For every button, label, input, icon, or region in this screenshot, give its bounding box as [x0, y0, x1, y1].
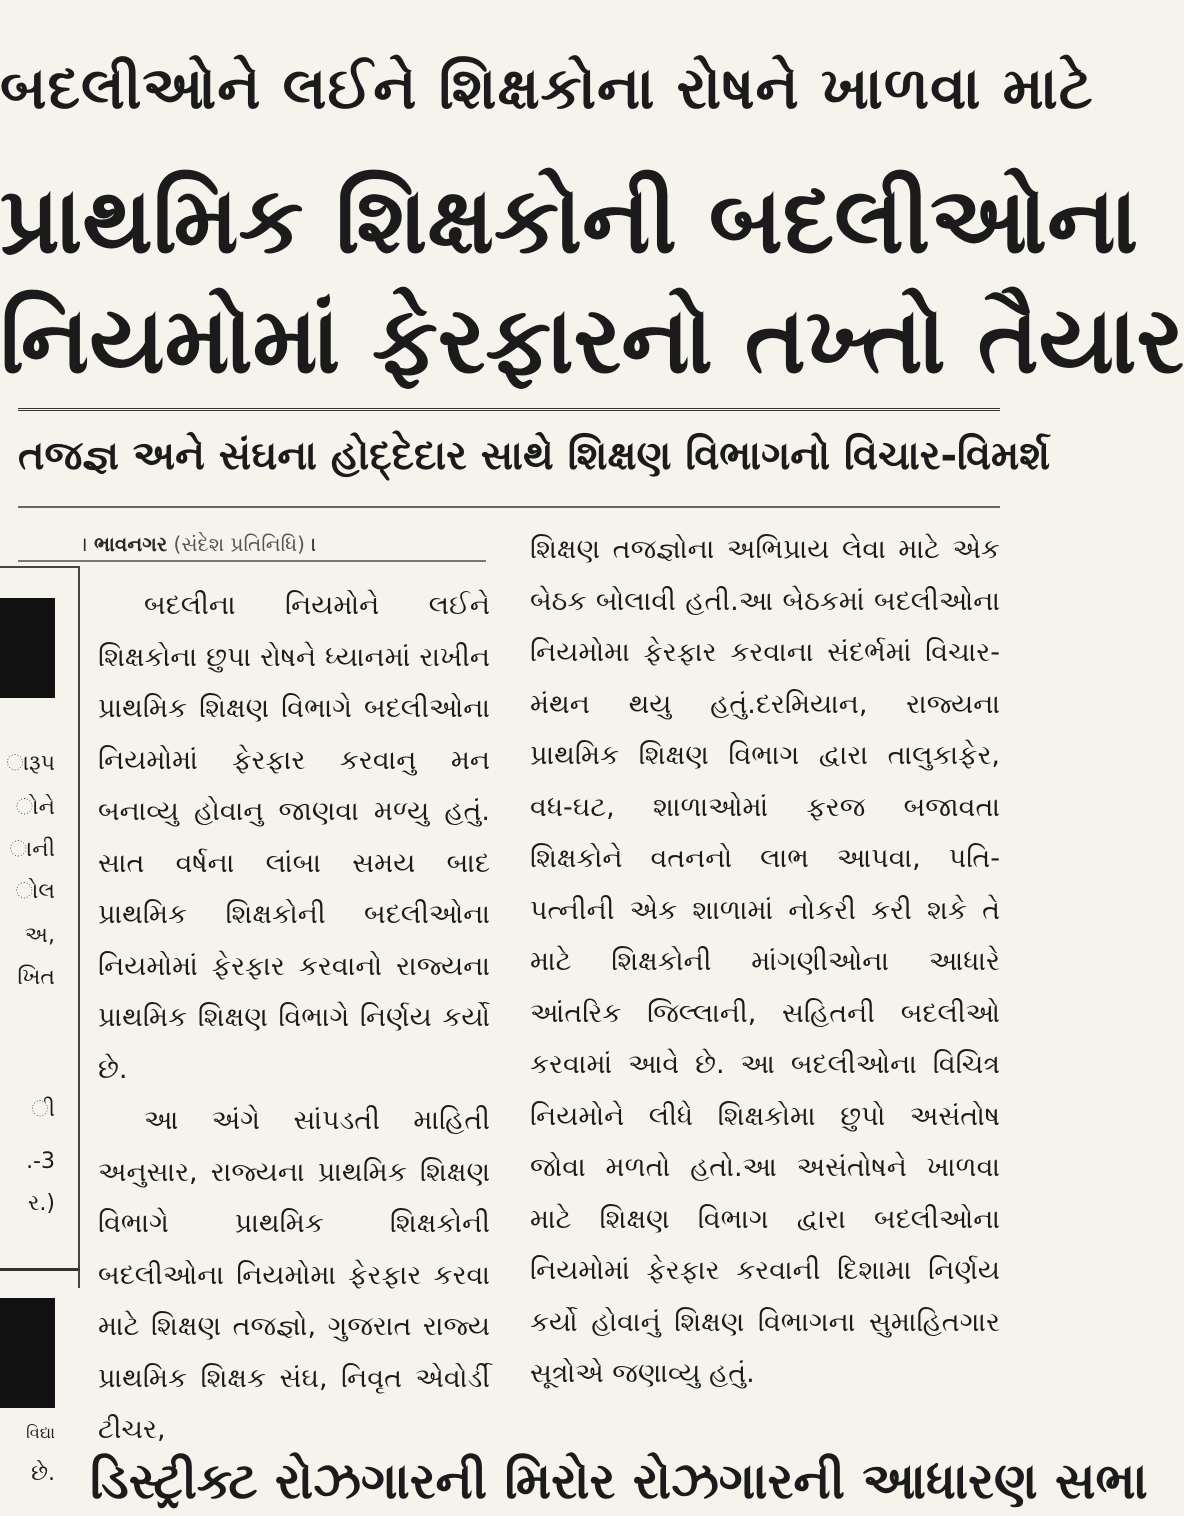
next-article-headline: ડિસ્ટ્રીક્ટ રોઝગારની મિરોર રોઝગારની આધારણ સભા [90, 1452, 1148, 1510]
article-column-1 [98, 580, 490, 1456]
side-fragment: છે. [31, 1461, 55, 1486]
side-fragment: ોલ [15, 879, 55, 904]
kicker: બદલીઓને લઈને શિક્ષકોના રોષને ખાળવા માટે [0, 54, 1094, 122]
side-fragment: ી [31, 1097, 55, 1122]
article-paragraph: આ અંગે સાંપડતી માહિતી અનુસાર, રાજ્યના પ્રાથમિક શિક્ષણ વિભાગે પ્રાથમિક શિક્ષકોની બદલીઓના નિયમોમા ફેરફાર કરવા માટે શિક્ષણ તજજ્ઞો, ગુજરાત રાજ્ય પ્રાથમિક શિક્ષક સંઘ, નિવૃત એવોર્ડી ટીચર, [98, 1105, 490, 1445]
side-fragment: વિદ્યા [26, 1423, 55, 1442]
side-fragment: ારૂપ [6, 751, 55, 776]
dateline-bullet: । [80, 532, 88, 556]
subhead-rule [18, 506, 1000, 508]
dateline [80, 526, 440, 562]
side-fragment: ખિત [17, 965, 55, 990]
side-fragment: ોને [15, 795, 55, 820]
side-fragment: ર.) [28, 1191, 55, 1216]
side-fragment: અ, [24, 923, 55, 948]
dateline-bullet: । [311, 532, 317, 556]
subhead: તજજ્ઞ અને સંઘના હોદ્દેદાર સાથે શિક્ષણ વિભાગનો વિચાર-વિમર્શ [18, 433, 1051, 479]
headline-line-2: નિયમોમાં ફેરફારનો તખ્તો તૈયાર [0, 287, 1184, 394]
article-column-2 [530, 524, 1000, 1400]
side-photo-bottom [0, 1298, 55, 1408]
dateline-place: ભાવનગર [93, 532, 168, 556]
side-photo-top [0, 598, 55, 698]
side-fragment: .-3 [26, 1149, 55, 1174]
side-column-rule [0, 1268, 80, 1271]
article-paragraph: બદલીના નિયમોને લઈને શિક્ષકોના છુપા રોષને ધ્યાનમાં રાખીન પ્રાથમિક શિક્ષણ વિભાગે બદલીઓના નિયમોમાં ફેરફાર કરવાનુ મન બનાવ્યુ હોવાનુ જાણવા મળ્યુ હતું. સાત વર્ષના લાંબા સમય બાદ પ્રાથમિક શિક્ષકોની બદલીઓના નિયમોમાં ફેરફાર કરવાનો રાજ્યના પ્રાથમિક શિક્ષણ વિભાગે નિર્ણય કર્યો છે. [98, 590, 490, 1085]
headline-rule [18, 408, 1000, 411]
side-fragment: ાની [9, 837, 55, 862]
article-paragraph: શિક્ષણ તજજ્ઞોના અભિપ્રાય લેવા માટે એક બેઠક બોલાવી હતી.આ બેઠકમાં બદલીઓના નિયમોમા ફેરફાર કરવાના સંદર્ભમાં વિચાર-મંથન થયુ હતું.દરમિયાન, રાજ્યના પ્રાથમિક શિક્ષણ વિભાગ દ્વારા તાલુકાફેર, વધ-ઘટ, શાળાઓમાં ફરજ બજાવતા શિક્ષકોને વતનનો લાભ આપવા, પતિ-પત્નીની એક શાળામાં નોકરી કરી શકે તે માટે શિક્ષકોની માંગણીઓના આધારે આંતરિક જિલ્લાની, સહિતની બદલીઓ કરવામાં આવે છે. આ બદલીઓના વિચિત્ર નિયમોને લીધે શિક્ષકોમા છુપો અસંતોષ જોવા મળતો હતો.આ અસંતોષને ખાળવા માટે શિક્ષણ વિભાગ દ્વારા બદલીઓના નિયમોમાં ફેરફાર કરવાની દિશામા નિર્ણય કર્યો હોવાનું શિક્ષણ વિભાગના સુમાહિતગાર સૂત્રોએ જણાવ્યુ હતું. [530, 534, 1000, 1389]
dateline-agency: (સંદેશ પ્રતિનિધિ) [173, 532, 305, 556]
dateline-rule [18, 560, 486, 562]
headline-line-1: પ્રાથમિક શિક્ષકોની બદલીઓના [0, 167, 1139, 274]
